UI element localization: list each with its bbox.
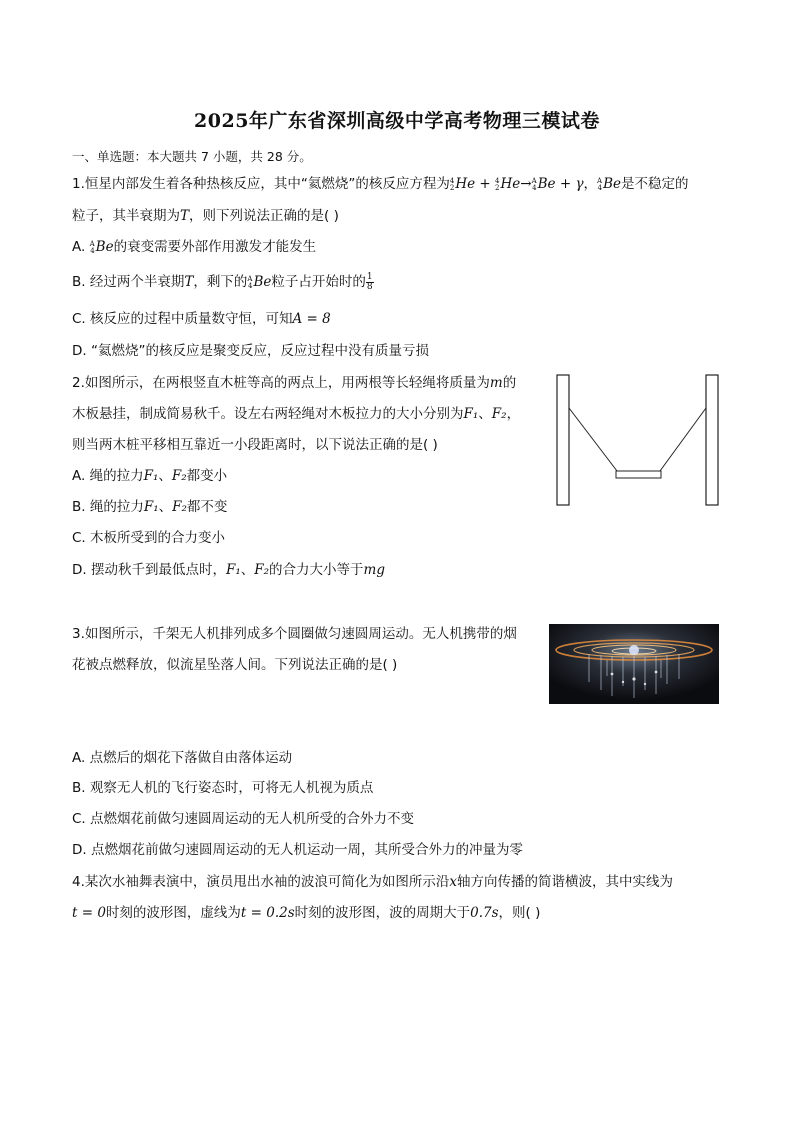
q3-option-a: A. 点燃后的烟花下落做自由落体运动 (72, 750, 293, 766)
q1-stem-line2: 粒子，其半衰期为T，则下列说法正确的是( ) (72, 208, 339, 224)
fraction-one-eighth: $\frac{1}{8}$ (366, 271, 373, 292)
drone-fireworks-photo (549, 624, 719, 704)
q1-option-d: D. “氦燃烧”的核反应是聚变反应，反应过程中没有质量亏损 (72, 343, 429, 359)
q3-option-c: C. 点燃烟花前做匀速圆周运动的无人机所受的合外力不变 (72, 811, 415, 827)
q2-stem-line1: 2.如图所示，在两根竖直木桩等高的两点上，用两根等长轻绳将质量为m的 (72, 375, 517, 391)
q3-option-b: B. 观察无人机的飞行姿态时，可将无人机视为质点 (72, 780, 374, 796)
q2-option-b: B. 绳的拉力F₁、F₂都不变 (72, 499, 228, 515)
q2-stem-line2: 木板悬挂，制成简易秋千。设左右两轻绳对木板拉力的大小分别为F₁、F₂， (72, 406, 521, 422)
q2-option-c: C. 木板所受到的合力变小 (72, 530, 226, 546)
q3-option-d: D. 点燃烟花前做匀速圆周运动的无人机运动一周，其所受合外力的冲量为零 (72, 842, 523, 858)
right-post (706, 375, 718, 505)
right-rope (660, 408, 706, 471)
q2-option-a: A. 绳的拉力F₁、F₂都变小 (72, 468, 228, 484)
swing-board (616, 471, 661, 478)
left-post (557, 375, 569, 505)
q4-stem-line2: t = 0时刻的波形图，虚线为t = 0.2s时刻的波形图，波的周期大于0.7s，则( ) (72, 905, 541, 921)
q1-stem-line1: 1.恒星内部发生着各种热核反应，其中“氦燃烧”的核反应方程为 4 2 He + 4 2 He→ A 4 Be + γ， A 4 Be是不稳定的 (72, 176, 689, 192)
q2-stem-line3: 则当两木桩平移相互靠近一小段距离时，以下说法正确的是( ) (72, 437, 438, 453)
q1-option-c: C. 核反应的过程中质量数守恒，可知A = 8 (72, 311, 331, 327)
q3-stem-line1: 3.如图所示，千架无人机排列成多个圆圈做匀速圆周运动。无人机携带的烟 (72, 626, 517, 642)
left-rope (569, 408, 617, 471)
page-title: 2025年广东省深圳高级中学高考物理三模试卷 (194, 110, 600, 132)
section-heading: 一、单选题：本大题共 7 小题，共 28 分。 (72, 149, 312, 164)
q3-stem-line2: 花被点燃释放，似流星坠落人间。下列说法正确的是( ) (72, 657, 398, 673)
q4-stem-line1: 4.某次水袖舞表演中，演员甩出水袖的波浪可简化为如图所示沿x轴方向传播的简谐横波，其中实线为 (72, 874, 674, 890)
swing-diagram (552, 370, 724, 510)
q1-option-a: A. A 4 Be的衰变需要外部作用激发才能发生 (72, 239, 317, 255)
q1-option-b: B. 经过两个半衰期T，剩下的 A 4 Be粒子占开始时的 $\frac{1}{8}$ (72, 271, 373, 292)
q2-option-d: D. 摆动秋千到最低点时，F₁、F₂的合力大小等于mg (72, 562, 385, 578)
